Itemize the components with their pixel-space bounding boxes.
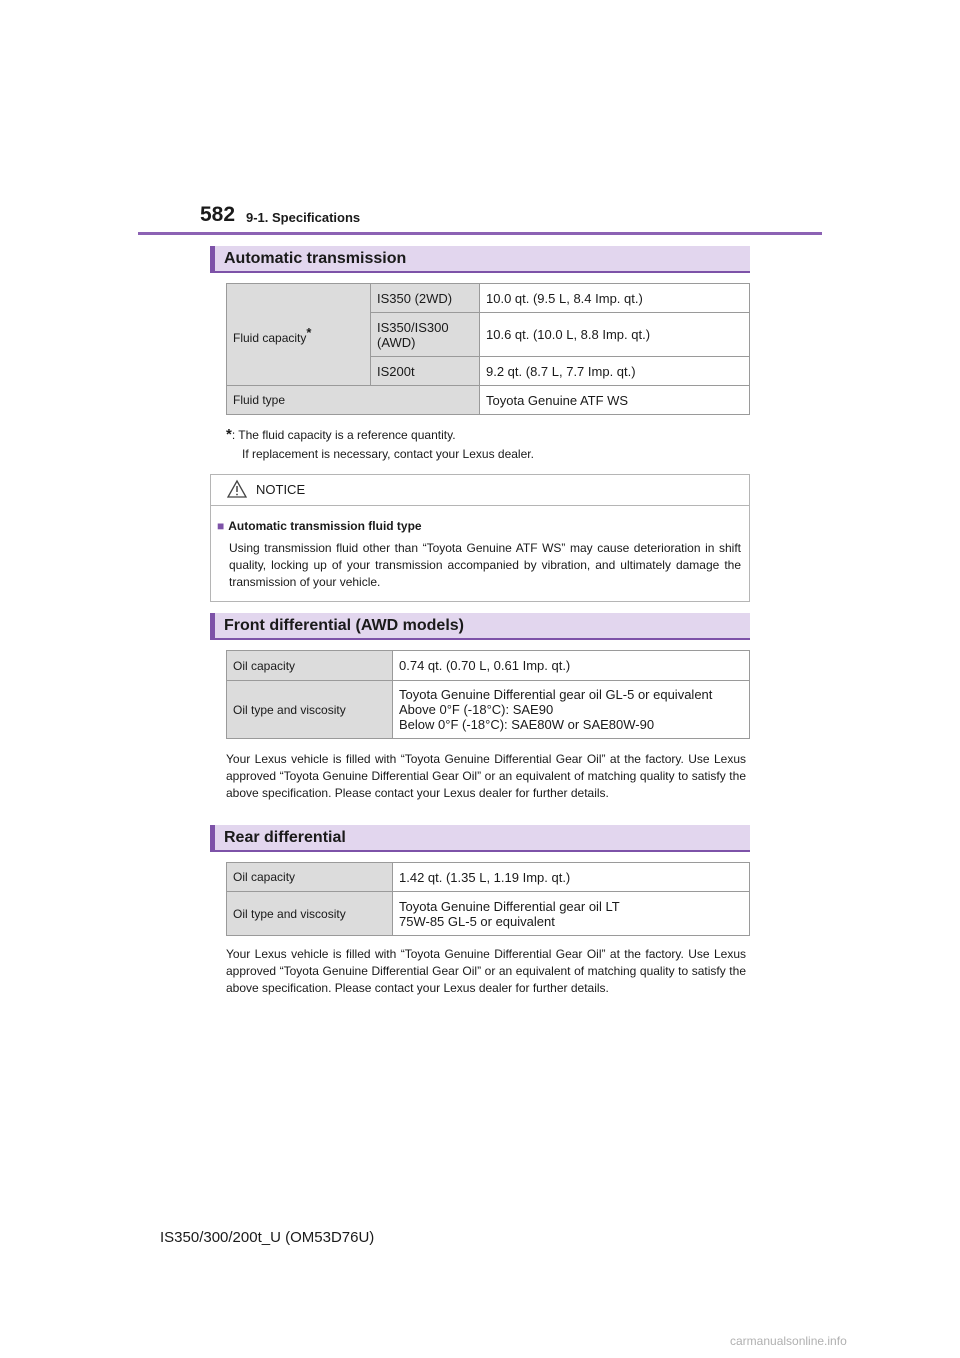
capacity-value-cell: 10.0 qt. (9.5 L, 8.4 Imp. qt.): [480, 284, 750, 313]
oil-type-line: Toyota Genuine Differential gear oil GL-5 or equivalent: [399, 687, 713, 702]
manual-code: IS350/300/200t_U (OM53D76U): [160, 1229, 375, 1246]
oil-type-value: [393, 892, 750, 936]
page-number: 582: [200, 203, 236, 226]
header-divider: [138, 232, 822, 235]
footnote: *: The fluid capacity is a reference quantity. If replacement is necessary, contact your Lexus dealer.: [226, 425, 534, 464]
capacity-value-cell: 10.6 qt. (10.0 L, 8.8 Imp. qt.): [480, 313, 750, 357]
automatic-transmission-table: [226, 283, 750, 415]
oil-capacity-value: 0.74 qt. (0.70 L, 0.61 Imp. qt.): [393, 651, 750, 681]
capacity-value-cell: 9.2 qt. (8.7 L, 7.7 Imp. qt.): [480, 357, 750, 386]
front-differential-paragraph: Your Lexus vehicle is filled with “Toyota Genuine Differential Gear Oil” at the factory. Use Lexus approved “Toyota Genuine Differential Gear Oil” or an equivalent of matching quality to satisfy the above specification. Please contact your Lexus dealer for further details.: [226, 752, 746, 800]
footnote-line-2: If replacement is necessary, contact your Lexus dealer.: [242, 447, 534, 461]
section-title: 9-1. Specifications: [246, 210, 361, 225]
watermark: carmanualsonline.info: [730, 1334, 847, 1348]
model-cell: IS200t: [371, 357, 480, 386]
notice-header: [211, 475, 749, 506]
rear-differential-heading: Rear differential: [210, 825, 750, 852]
model-cell: IS350/IS300 (AWD): [371, 313, 480, 357]
front-differential-heading: Front differential (AWD models): [210, 613, 750, 640]
fluid-type-value: Toyota Genuine ATF WS: [480, 386, 750, 415]
warning-triangle-icon: [226, 479, 248, 504]
oil-type-line: Below 0°F (-18°C): SAE80W or SAE80W-90: [399, 717, 655, 732]
oil-type-value: [393, 681, 750, 739]
automatic-transmission-heading: Automatic transmission: [210, 246, 750, 273]
oil-capacity-value: 1.42 qt. (1.35 L, 1.19 Imp. qt.): [393, 863, 750, 892]
fluid-capacity-label: Fluid capacity*: [227, 284, 371, 386]
notice-box: [210, 474, 750, 602]
oil-type-line: Toyota Genuine Differential gear oil LT: [399, 898, 620, 914]
oil-capacity-label: Oil capacity: [227, 651, 393, 681]
rear-differential-paragraph: Your Lexus vehicle is filled with “Toyota Genuine Differential Gear Oil” at the factory. Use Lexus approved “Toyota Genuine Differential Gear Oil” or an equivalent of matching quality to satisfy the above specification. Please contact your Lexus dealer for further details.: [226, 947, 746, 995]
front-differential-table: [226, 650, 750, 739]
oil-type-label: Oil type and viscosity: [227, 681, 393, 739]
oil-type-label: Oil type and viscosity: [227, 892, 393, 936]
square-bullet-icon: ■: [217, 519, 225, 533]
rear-differential-table: [226, 862, 750, 936]
oil-type-line: 75W-85 GL-5 or equivalent: [399, 913, 555, 929]
oil-capacity-label: Oil capacity: [227, 863, 393, 892]
fluid-type-label: Fluid type: [227, 386, 480, 415]
notice-body: Using transmission fluid other than “Toyota Genuine ATF WS” may cause deterioration in shift quality, locking up of your transmission accompanied by vibration, and ultimately damage the transmission of your vehicle.: [229, 541, 741, 589]
model-cell: IS350 (2WD): [371, 284, 480, 313]
footnote-line-1: The fluid capacity is a reference quantity.: [238, 428, 456, 442]
footnote-marker: *: [226, 426, 232, 443]
notice-subheading: ■ Automatic transmission fluid type: [217, 519, 422, 533]
oil-type-line: Above 0°F (-18°C): SAE90: [399, 702, 554, 717]
notice-title: NOTICE: [256, 482, 306, 497]
